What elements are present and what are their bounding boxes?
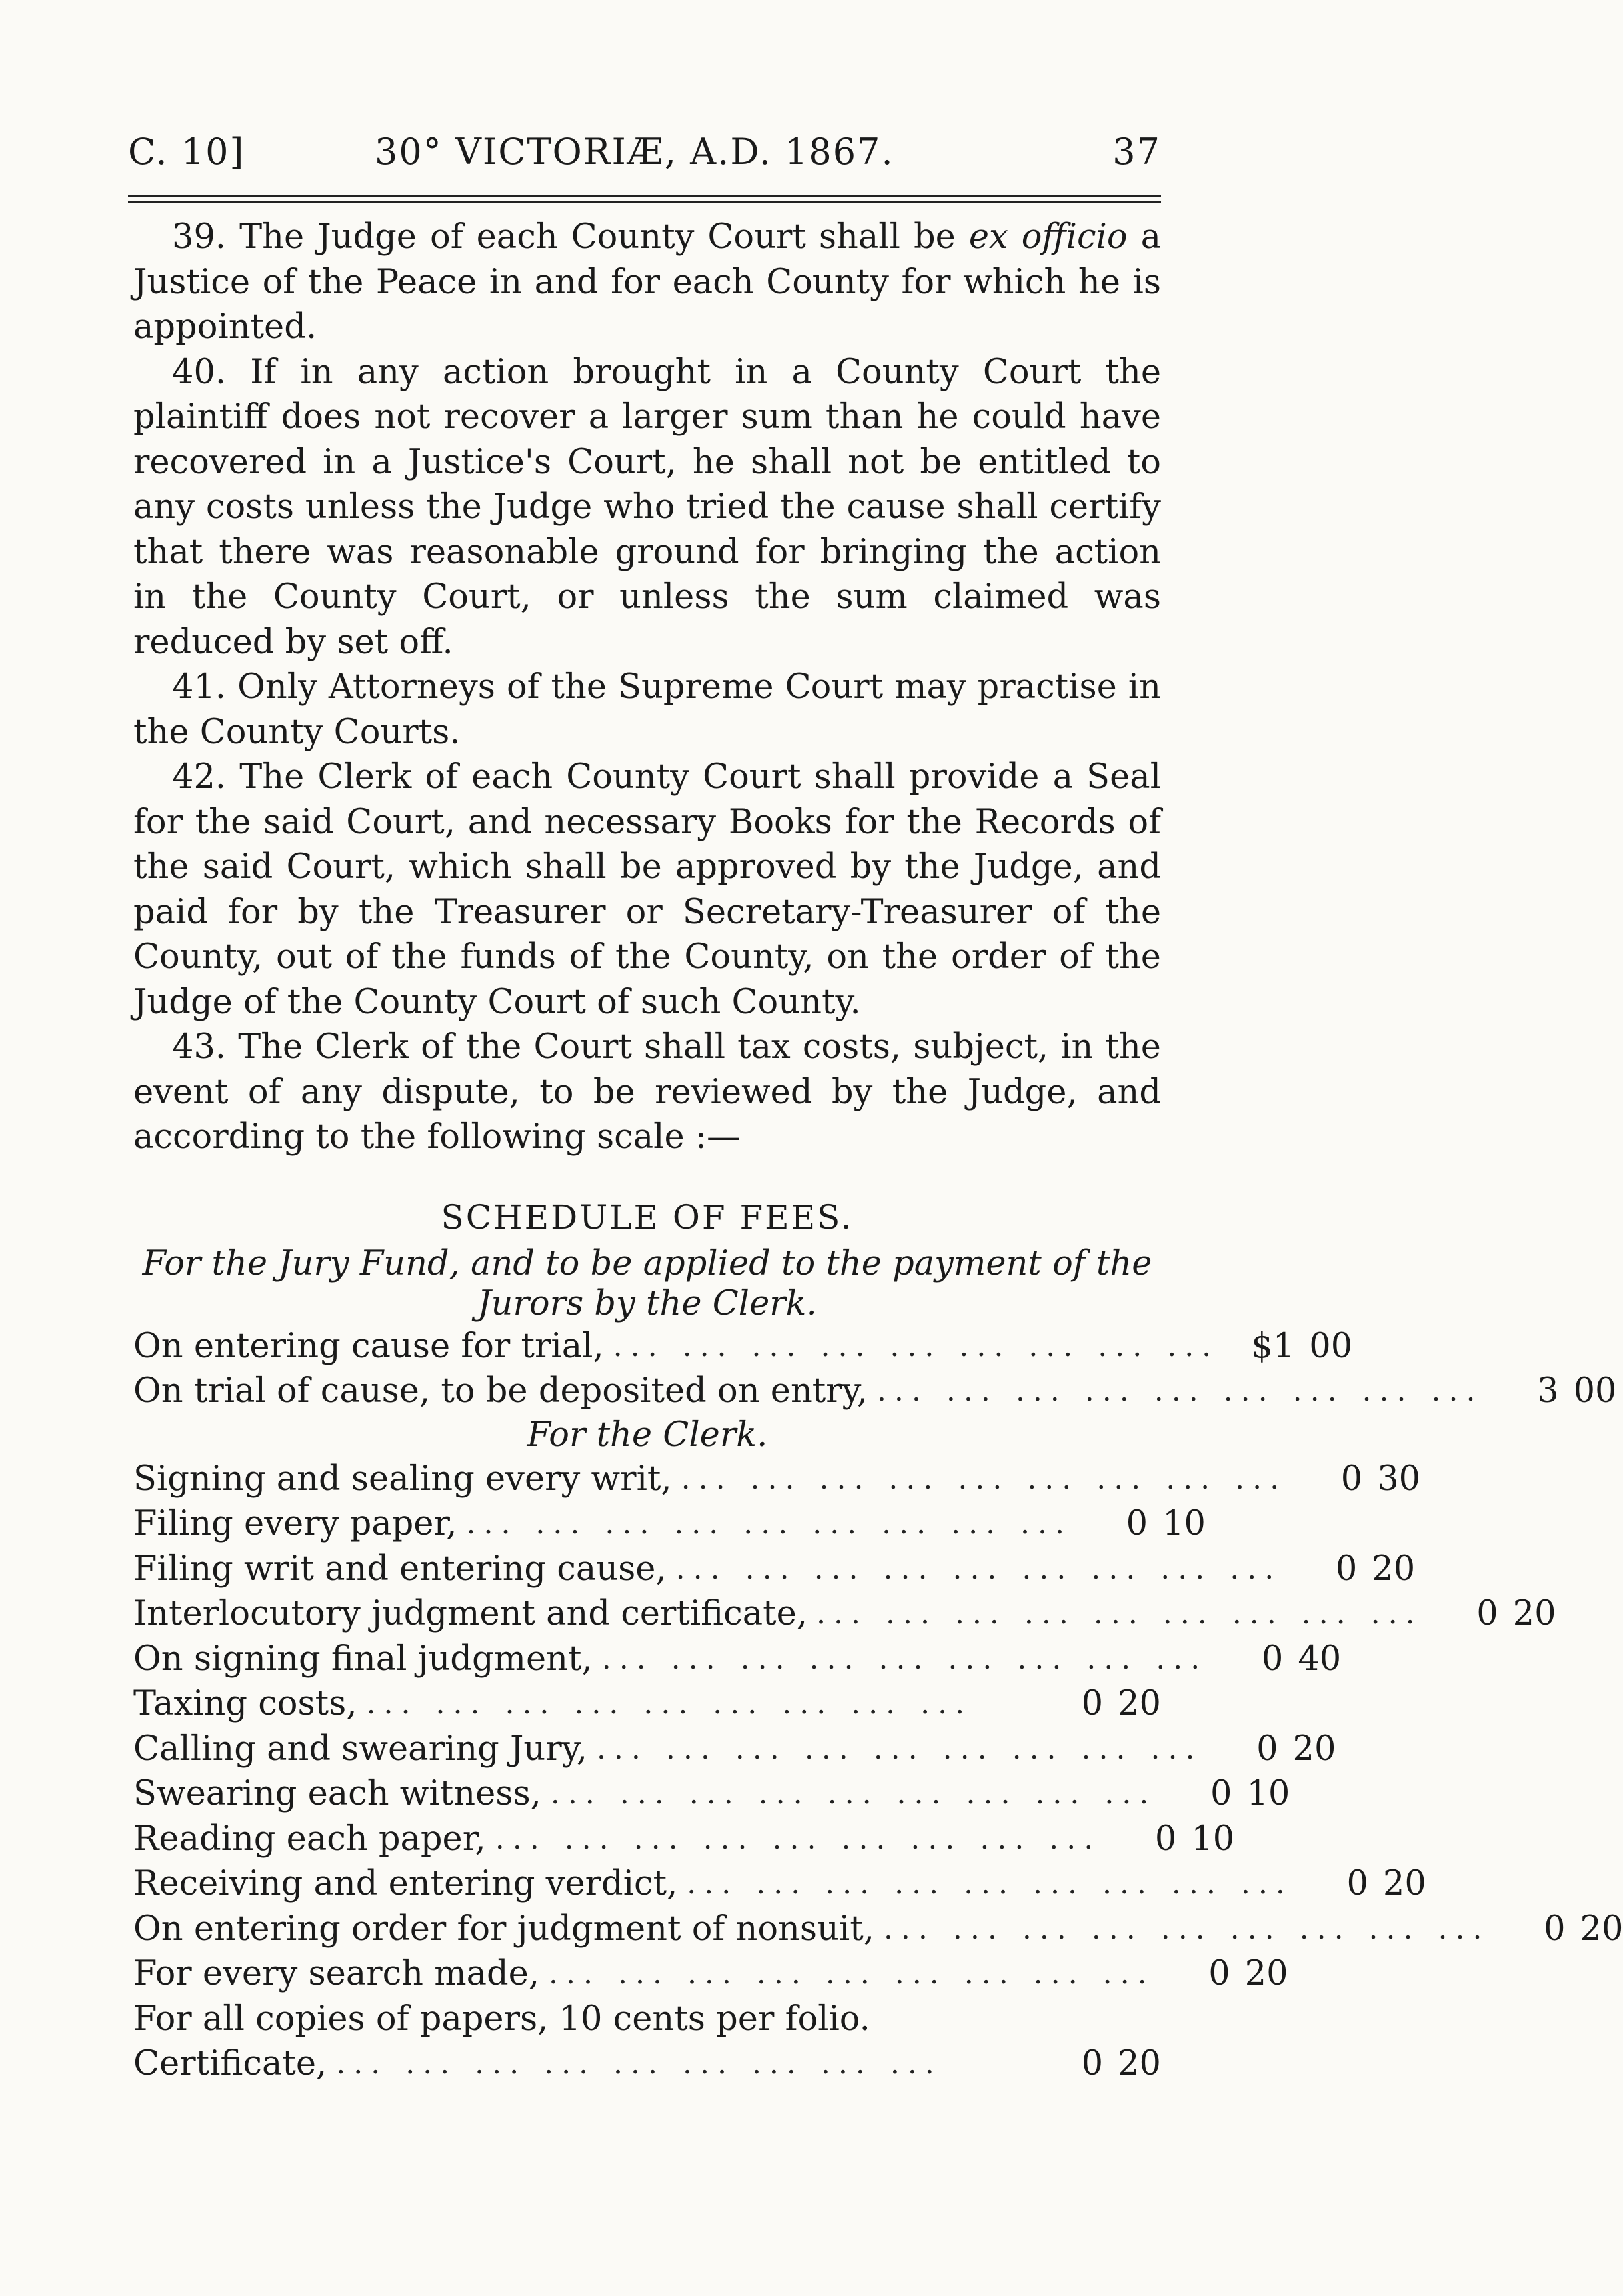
section-39 bbox=[133, 215, 1161, 350]
fee-row bbox=[133, 1457, 1421, 1502]
leader-dots: ... ... ... ... ... ... ... ... ... bbox=[550, 1777, 1157, 1811]
fee-cents: 20 bbox=[1292, 1729, 1336, 1769]
leader-dots: ... ... ... ... ... ... ... ... ... bbox=[687, 1867, 1293, 1901]
fee-cents: 20 bbox=[1118, 1684, 1161, 1723]
fee-item: On signing final judgment, bbox=[133, 1639, 593, 1679]
fee-amount bbox=[1293, 1861, 1426, 1907]
section-text: The Clerk of each County Court shall provide a Seal for the said Court, and necessary Books for the Records of the said Court, which shall be approved by the Judge, and paid for by the Treasurer or Secretary-Treasurer of the County, out of the funds of the County, on the order of the Judge of the County Court of such County. bbox=[133, 757, 1161, 1022]
fee-dollars: 0 bbox=[1210, 1774, 1232, 1813]
fee-cents: 10 bbox=[1162, 1504, 1206, 1543]
section-number: 43. bbox=[172, 1027, 227, 1067]
fee-amount bbox=[1155, 1951, 1288, 1997]
fee-row bbox=[133, 1861, 1426, 1907]
fee-item: Taxing costs, bbox=[133, 1684, 357, 1723]
fee-cents: 40 bbox=[1298, 1639, 1342, 1679]
fee-amount bbox=[1072, 1501, 1206, 1547]
section-40 bbox=[133, 350, 1161, 665]
jury-fee-list bbox=[133, 1324, 1617, 1414]
section-text: Only Attorneys of the Supreme Court may practise in the County Courts. bbox=[133, 667, 1161, 752]
leader-dots: ... ... ... ... ... ... ... ... ... bbox=[883, 1911, 1490, 1946]
fee-cents: 20 bbox=[1244, 1954, 1288, 1993]
leader-dots: ... ... ... ... ... ... ... ... ... bbox=[816, 1597, 1423, 1631]
running-header bbox=[128, 131, 1161, 179]
jury-fund-heading: For the Jury Fund, and to be applied to the payment of the Jurors by the Clerk. bbox=[142, 1243, 1152, 1323]
fee-row bbox=[133, 1771, 1290, 1817]
leader-dots: ... ... ... ... ... ... ... ... ... bbox=[681, 1461, 1288, 1496]
fee-row bbox=[133, 1324, 1353, 1369]
fee-dollars: 0 bbox=[1346, 1864, 1368, 1903]
fee-dollars: 3 bbox=[1537, 1371, 1559, 1411]
section-42 bbox=[133, 755, 1161, 1025]
fee-dollars: 0 bbox=[1208, 1954, 1230, 1993]
fee-amount bbox=[1483, 1369, 1616, 1414]
fee-item: On entering order for judgment of nonsuit, bbox=[133, 1909, 874, 1949]
fee-dollars: 0 bbox=[1154, 1819, 1177, 1859]
fee-cents: 10 bbox=[1246, 1774, 1290, 1813]
fee-dollars: 0 bbox=[1335, 1549, 1358, 1589]
fee-dollars: 0 bbox=[1126, 1504, 1148, 1543]
fee-row bbox=[133, 1591, 1556, 1637]
section-text-continued: a Justice of the Peace in and for each County for which he is appointed. bbox=[133, 217, 1161, 347]
fee-amount bbox=[1423, 1591, 1556, 1637]
fee-cents: 00 bbox=[1573, 1371, 1617, 1411]
fee-row bbox=[133, 1907, 1623, 1952]
fee-amount bbox=[1282, 1547, 1415, 1592]
fee-row-copies bbox=[133, 1997, 1161, 2042]
fee-item: On trial of cause, to be deposited on entry, bbox=[133, 1371, 868, 1411]
fee-cents: 00 bbox=[1309, 1326, 1353, 1366]
fee-cents: 20 bbox=[1512, 1594, 1556, 1633]
fee-item: Certificate, bbox=[133, 2044, 327, 2083]
fee-dollars: 0 bbox=[1081, 1684, 1104, 1723]
fee-dollars: 0 bbox=[1261, 1639, 1284, 1679]
section-text: The Judge of each County Court shall be bbox=[239, 217, 956, 257]
fee-cents: 20 bbox=[1118, 2044, 1161, 2083]
fee-item: For every search made, bbox=[133, 1954, 540, 1993]
fee-item: Reading each paper, bbox=[133, 1819, 486, 1859]
fee-amount bbox=[1202, 1727, 1336, 1772]
statute-year-title: 30° VICTORIÆ, A.D. 1867. bbox=[375, 131, 894, 173]
fee-cents: 10 bbox=[1191, 1819, 1235, 1859]
fee-dollars: 0 bbox=[1081, 2044, 1104, 2083]
fee-cents: 20 bbox=[1372, 1549, 1416, 1589]
leader-dots: ... ... ... ... ... ... ... ... ... bbox=[466, 1507, 1073, 1541]
fee-dollars: 0 bbox=[1544, 1909, 1566, 1949]
leader-dots: ... ... ... ... ... ... ... ... ... bbox=[549, 1957, 1155, 1991]
section-number: 41. bbox=[172, 667, 227, 707]
fee-amount bbox=[1219, 1324, 1352, 1369]
fee-row bbox=[133, 2041, 1161, 2087]
page-body bbox=[133, 215, 1623, 2087]
leader-dots: ... ... ... ... ... ... ... ... ... bbox=[366, 1687, 973, 1721]
fee-amount bbox=[1028, 1681, 1161, 1727]
fee-row bbox=[133, 1951, 1288, 1997]
section-41 bbox=[133, 665, 1161, 755]
leader-dots: ... ... ... ... ... ... ... ... ... bbox=[601, 1641, 1208, 1676]
fee-item: Receiving and entering verdict, bbox=[133, 1864, 678, 1903]
fee-amount bbox=[1028, 2041, 1161, 2087]
fee-row bbox=[133, 1369, 1617, 1414]
header-rule-top bbox=[128, 195, 1161, 197]
fee-item: Interlocutory judgment and certificate, bbox=[133, 1594, 808, 1633]
fee-item: On entering cause for trial, bbox=[133, 1326, 604, 1366]
section-number: 39. bbox=[172, 217, 227, 257]
fee-cents: 20 bbox=[1382, 1864, 1426, 1903]
schedule-title: SCHEDULE OF FEES. bbox=[441, 1197, 854, 1237]
page-number: 37 bbox=[1112, 131, 1161, 173]
fee-item: Signing and sealing every writ, bbox=[133, 1459, 672, 1499]
fee-item: Swearing each witness, bbox=[133, 1774, 541, 1813]
fee-cents: 20 bbox=[1580, 1909, 1623, 1949]
section-italic-term: ex officio bbox=[968, 217, 1128, 257]
fee-row bbox=[133, 1637, 1342, 1682]
section-text: The Clerk of the Court shall tax costs, subject, in the event of any dispute, to be reviewed by the Judge, and according to the following scale :— bbox=[133, 1027, 1161, 1157]
leader-dots: ... ... ... ... ... ... ... ... ... bbox=[495, 1821, 1102, 1856]
section-43 bbox=[133, 1025, 1161, 1160]
fee-row bbox=[133, 1817, 1235, 1862]
clerk-fee-list bbox=[133, 1457, 1623, 2087]
fee-row bbox=[133, 1501, 1206, 1547]
section-text: If in any action brought in a County Court the plaintiff does not recover a larger sum than he could have recovered in a Justice's Court, he shall not be entitled to any costs unless the Judge who tried the cause shall certify that there was reasonable ground for bringing the action in the County Court, or unless the sum claimed was reduced by set off. bbox=[133, 352, 1161, 662]
fee-amount bbox=[1156, 1771, 1290, 1817]
fee-dollars: $1 bbox=[1251, 1326, 1295, 1366]
fee-row bbox=[133, 1681, 1161, 1727]
fee-item: Calling and swearing Jury, bbox=[133, 1729, 587, 1769]
fee-item: For all copies of papers, 10 cents per folio. bbox=[133, 1999, 870, 2039]
fee-row bbox=[133, 1727, 1336, 1772]
fee-amount bbox=[1490, 1907, 1623, 1952]
chapter-number: C. 10] bbox=[128, 131, 245, 173]
leader-dots: ... ... ... ... ... ... ... ... ... bbox=[613, 1329, 1220, 1363]
section-number: 40. bbox=[172, 352, 227, 392]
fee-dollars: 0 bbox=[1476, 1594, 1498, 1633]
leader-dots: ... ... ... ... ... ... ... ... ... bbox=[876, 1374, 1484, 1408]
leader-dots: ... ... ... ... ... ... ... ... ... bbox=[596, 1731, 1203, 1766]
fee-item: Filing every paper, bbox=[133, 1504, 457, 1543]
fee-cents: 30 bbox=[1377, 1459, 1421, 1499]
fee-dollars: 0 bbox=[1340, 1459, 1363, 1499]
header-rule-bottom bbox=[128, 201, 1161, 203]
clerk-heading: For the Clerk. bbox=[527, 1415, 768, 1455]
fee-row bbox=[133, 1547, 1416, 1592]
leader-dots: ... ... ... ... ... ... ... ... ... bbox=[675, 1551, 1282, 1586]
fee-amount bbox=[1287, 1457, 1420, 1502]
section-number: 42. bbox=[172, 757, 227, 797]
fee-amount bbox=[1208, 1637, 1341, 1682]
fee-dollars: 0 bbox=[1256, 1729, 1278, 1769]
leader-dots: ... ... ... ... ... ... ... ... ... bbox=[336, 2047, 942, 2081]
fee-amount bbox=[1101, 1817, 1234, 1862]
fee-item: Filing writ and entering cause, bbox=[133, 1549, 667, 1589]
